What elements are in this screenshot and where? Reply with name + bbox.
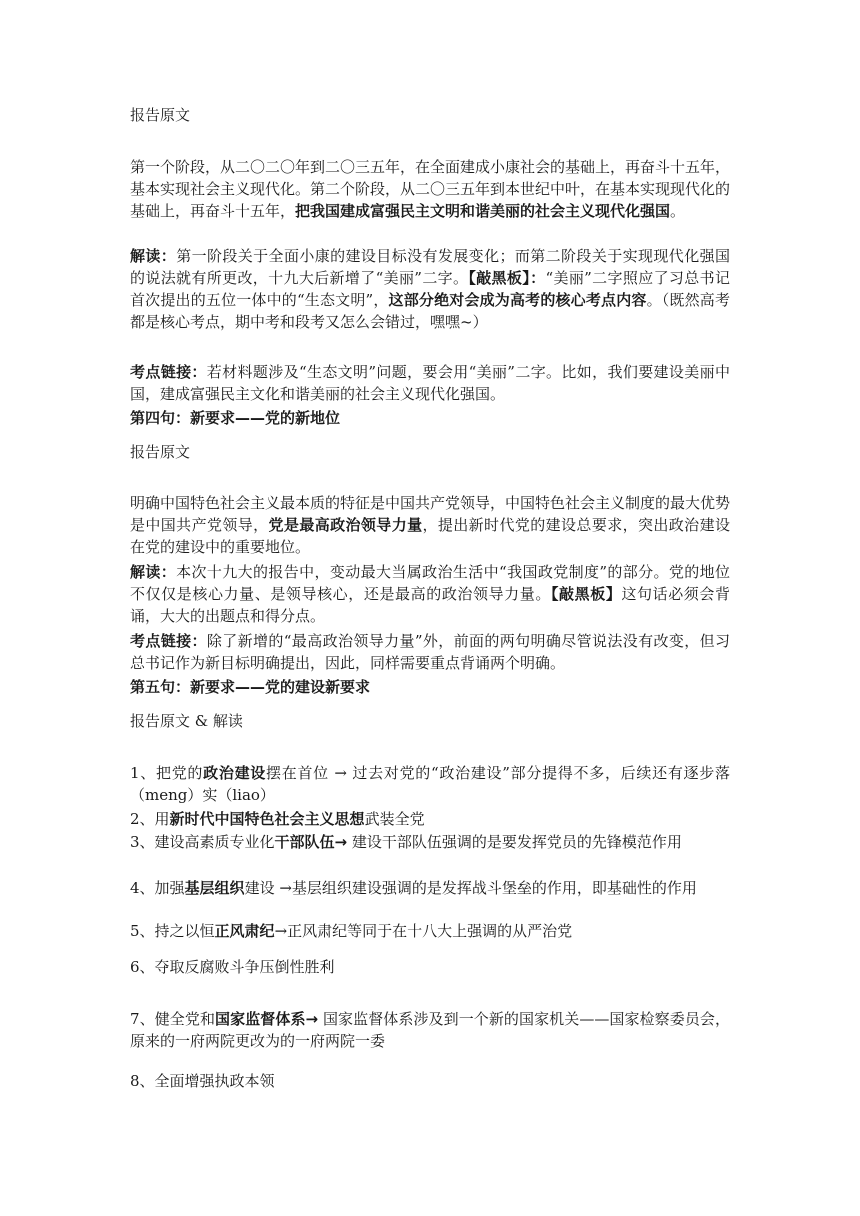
list-item bbox=[130, 877, 730, 899]
item-text: →正风肃纪等同于在十八大上强调的从严治党 bbox=[274, 922, 573, 940]
list-item bbox=[130, 920, 730, 942]
item-text: 4、加强 bbox=[130, 879, 185, 897]
list-item bbox=[130, 1008, 730, 1052]
emphasis-text: 新时代中国特色社会主义思想 bbox=[169, 810, 365, 828]
list-item: 6、夺取反腐败斗争压倒性胜利 bbox=[130, 958, 335, 976]
interpretation-key: 解读： bbox=[130, 563, 177, 581]
paragraph-text: ，提出新时代党的建设总要求，突出政治建设在党的建设中的重要地位。 bbox=[130, 516, 730, 556]
section-heading: 第四句：新要求——党的新地位 bbox=[130, 409, 341, 427]
emphasis-text: 【敲黑板】 bbox=[550, 585, 622, 603]
list-item bbox=[130, 831, 730, 853]
item-text: 摆在首位 → 过去对党的“政治建设”部分提得不多，后续还有逐步落（meng）实（liao） bbox=[130, 764, 730, 804]
emphasis-text: 国家监督体系→ bbox=[215, 1010, 319, 1028]
exam-link-key: 考点链接： bbox=[130, 363, 207, 381]
interpretation-paragraph bbox=[130, 561, 730, 627]
paragraph-text: 明确中国特色社会主义最本质的特征是中国共产党领导，中国特色社会主义制度的最大优势是中国共产党领导， bbox=[130, 494, 731, 534]
item-text: 5、持之以恒 bbox=[130, 922, 215, 940]
exam-link-paragraph bbox=[130, 361, 730, 405]
emphasis-text: 把我国建成富强民主文明和谐美丽的社会主义现代化强国 bbox=[295, 202, 671, 220]
paragraph-text: 第一个阶段，从二〇二〇年到二〇三五年，在全面建成小康社会的基础上，再奋斗十五年，基本实现社会主义现代化。第二个阶段，从二〇三五年到本世纪中叶，在基本实现现代化的基础上，再奋斗十五年， bbox=[130, 158, 731, 220]
report-original-paragraph bbox=[130, 492, 730, 558]
item-text: 武装全党 bbox=[364, 810, 425, 828]
emphasis-text: 党是最高政治领导力量 bbox=[268, 516, 423, 534]
emphasis-text: 干部队伍→ bbox=[274, 833, 348, 851]
paragraph-text: “美丽”二字照应了习总书记首次提出的五位一体中的“生态文明”， bbox=[130, 269, 730, 309]
section-label: 报告原文 & 解读 bbox=[130, 712, 243, 730]
exam-link-key: 考点链接： bbox=[130, 632, 207, 650]
interpretation-paragraph bbox=[130, 245, 730, 333]
item-text: 7、健全党和 bbox=[130, 1010, 216, 1028]
section-heading: 第五句：新要求——党的建设新要求 bbox=[130, 678, 371, 696]
paragraph-text: 。（既然高考都是核心考点，期中考和段考又怎么会错过，嘿嘿~） bbox=[130, 291, 730, 331]
list-item bbox=[130, 762, 730, 806]
paragraph-text: 若材料题涉及“生态文明”问题，要会用“美丽”二字。比如，我们要建设美丽中国，建成富强民主文化和谐美丽的社会主义现代化强国。 bbox=[130, 363, 730, 403]
item-text: 3、建设高素质专业化 bbox=[130, 833, 275, 851]
report-original-paragraph bbox=[130, 156, 730, 222]
item-text: 建设 →基层组织建设强调的是发挥战斗堡垒的作用，即基础性的作用 bbox=[244, 879, 697, 897]
item-text: 1、把党的 bbox=[130, 764, 204, 782]
section-label: 报告原文 bbox=[130, 443, 191, 461]
paragraph-text: 第一阶段关于全面小康的建设目标没有发展变化；而第二阶段关于实现现代化强国的说法就有所更改，十九大后新增了“美丽”二字。 bbox=[130, 247, 730, 287]
emphasis-text: 政治建设 bbox=[203, 764, 267, 782]
paragraph-text: 除了新增的“最高政治领导力量”外，前面的两句明确尽管说法没有改变，但习总书记作为新目标明确提出，因此，同样需要重点背诵两个明确。 bbox=[130, 632, 730, 672]
emphasis-text: 基层组织 bbox=[184, 879, 245, 897]
paragraph-text: 。 bbox=[670, 202, 686, 220]
list-item: 8、全面增强执政本领 bbox=[130, 1072, 275, 1090]
paragraph-text: 本次十九大的报告中，变动最大当属政治生活中“我国政党制度”的部分。党的地位不仅仅是核心力量、是领导核心，还是最高的政治领导力量。 bbox=[130, 563, 730, 603]
emphasis-text: 这部分绝对会成为高考的核心考点内容 bbox=[388, 291, 647, 309]
list-item bbox=[130, 808, 730, 830]
item-text: 国家监督体系涉及到一个新的国家机关——国家检察委员会，原来的一府两院更改为的一府两院一委 bbox=[130, 1010, 730, 1050]
emphasis-text: 【敲黑板】： bbox=[468, 269, 546, 287]
interpretation-key: 解读： bbox=[130, 247, 177, 265]
item-text: 建设干部队伍强调的是要发挥党员的先锋模范作用 bbox=[347, 833, 682, 851]
exam-link-paragraph bbox=[130, 630, 730, 674]
section-label: 报告原文 bbox=[130, 106, 191, 124]
emphasis-text: 正风肃纪 bbox=[214, 922, 275, 940]
paragraph-text: 这句话必须会背诵，大大的出题点和得分点。 bbox=[130, 585, 730, 625]
item-text: 2、用 bbox=[130, 810, 170, 828]
